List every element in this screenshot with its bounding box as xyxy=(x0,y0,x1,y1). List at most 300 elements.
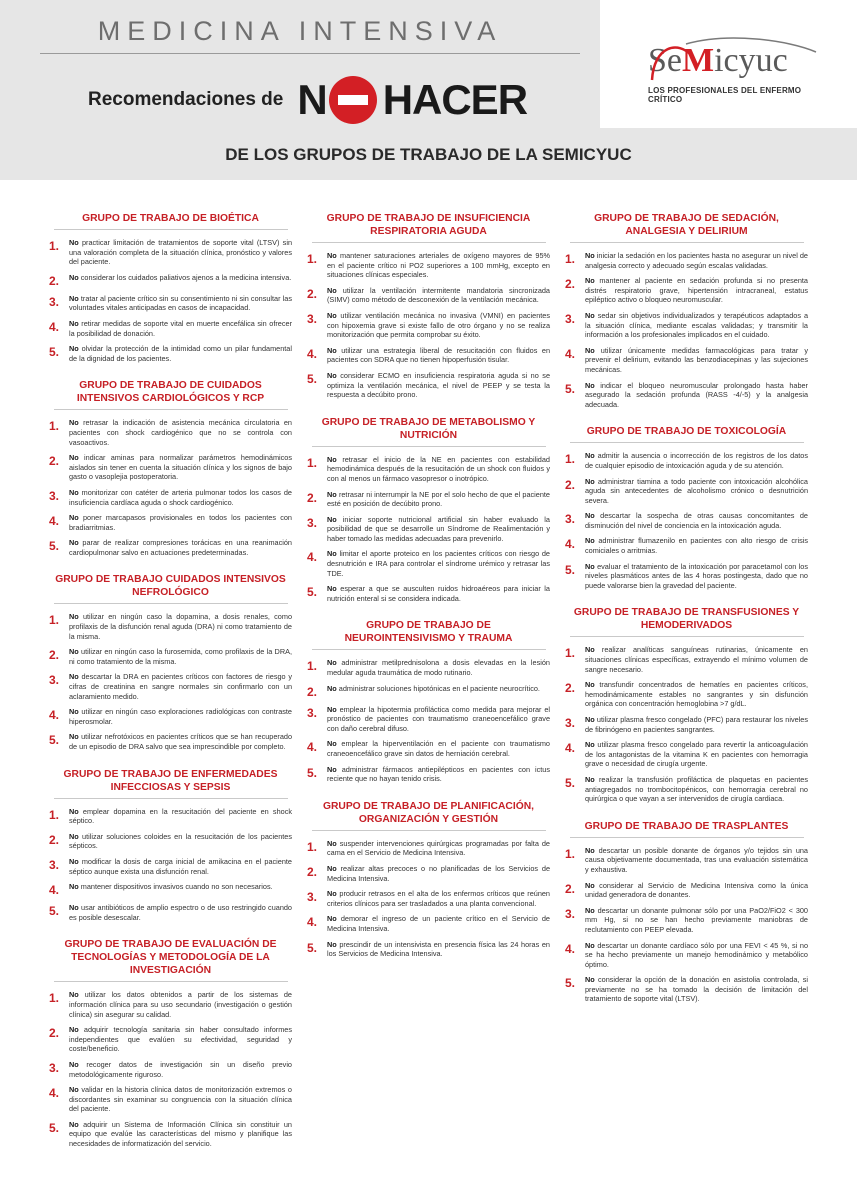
item-body: emplear la hipotermia profiláctica como medida para mejorar el pronóstico de pacientes con traumatismo craneoencefálico grave con daño cerebral difuso. xyxy=(327,704,550,733)
item-no-word: No xyxy=(327,914,337,924)
no-letter-n: N xyxy=(297,76,327,123)
item-number: 2. xyxy=(307,490,318,505)
item-number: 5. xyxy=(49,904,60,919)
item-no-word: No xyxy=(69,732,79,742)
item-text xyxy=(585,775,808,804)
item-no-word: No xyxy=(327,863,337,873)
item-body: esperar a que se ausculten ruidos hidroaéreos para iniciar la nutrición enteral si se considera indicada. xyxy=(327,584,550,603)
item-no-word: No xyxy=(585,645,595,655)
item-number: 1. xyxy=(49,419,60,434)
item-no-word: No xyxy=(69,831,79,841)
item-number: 2. xyxy=(49,648,60,663)
title-rule xyxy=(570,636,804,637)
item-body: modificar la dosis de carga inicial de amikacina en el paciente séptico aunque exista una disfunción renal. xyxy=(69,856,292,876)
item-body: retrasar la indicación de asistencia mecánica circulatoria en pacientes con shock cardiogénico que no se controla con vasoactivos. xyxy=(69,418,292,447)
column-middle xyxy=(307,212,550,975)
item-text xyxy=(69,732,292,751)
recommendation-item xyxy=(565,775,808,804)
recommendation-item xyxy=(565,846,808,875)
item-no-word: No xyxy=(585,536,595,546)
item-no-word: No xyxy=(585,774,595,784)
recommendation-item xyxy=(565,477,808,506)
item-number: 1. xyxy=(565,846,576,861)
item-no-word: No xyxy=(69,293,79,303)
item-number: 3. xyxy=(49,673,60,688)
item-no-word: No xyxy=(327,285,337,295)
recommendation-item xyxy=(49,857,292,876)
item-text xyxy=(69,294,292,313)
recommendation-item xyxy=(49,538,292,557)
item-number: 2. xyxy=(565,477,576,492)
title-rule xyxy=(312,649,546,650)
recommendation-item xyxy=(49,1120,292,1149)
item-no-word: No xyxy=(69,487,79,497)
item-number: 4. xyxy=(49,514,60,529)
item-no-word: No xyxy=(69,990,79,1000)
recommendation-item xyxy=(49,647,292,666)
item-number: 1. xyxy=(307,455,318,470)
item-body: utilizar una estrategia liberal de resucitación con fluidos en pacientes con SDRA que no tienen hipoperfusión tisular. xyxy=(327,345,550,365)
item-body: considerar la opción de la donación en asistolia controlada, si previamente no se ha tomado la decisión de limitación del tratamiento de soporte vital (LTSV). xyxy=(585,975,808,1004)
recommendation-item xyxy=(307,739,550,758)
item-number: 3. xyxy=(307,890,318,905)
item-no-word: No xyxy=(327,683,337,693)
item-text xyxy=(69,513,292,532)
item-no-word: No xyxy=(585,276,595,286)
item-body: utilizar en ningún caso exploraciones radiológicas con contraste hiperosmolar. xyxy=(69,707,292,726)
working-group xyxy=(307,416,550,604)
item-no-word: No xyxy=(69,672,79,682)
recommendation-item xyxy=(307,839,550,858)
item-text xyxy=(327,739,550,758)
item-no-word: No xyxy=(327,889,337,899)
item-body: monitorizar con catéter de arteria pulmonar todos los casos de insuficiencia cardíaca aguda o shock cardiogénico. xyxy=(69,487,292,507)
item-body: adquirir un Sistema de Información Clínica sin constituir un equipo que evalúe las características del mismo y planifique las necesidades de informatización del servicio. xyxy=(69,1119,292,1149)
item-body: demorar el ingreso de un paciente crítico en el Servicio de Medicina Intensiva. xyxy=(327,914,550,933)
item-text xyxy=(69,319,292,338)
item-text xyxy=(69,647,292,666)
title-rule xyxy=(312,446,546,447)
item-text xyxy=(69,807,292,826)
item-text xyxy=(585,451,808,470)
item-number: 2. xyxy=(565,277,576,292)
item-text xyxy=(585,346,808,375)
item-number: 2. xyxy=(565,881,576,896)
item-text xyxy=(327,765,550,784)
item-body: utilizar plasma fresco congelado para revertir la anticoagulación de los antagonistas de la vitamina K en pacientes con hemorragia grave o necesidad de cirugía urgente. xyxy=(585,740,808,769)
item-text xyxy=(69,832,292,851)
item-text xyxy=(327,584,550,603)
hacer-word: HACER xyxy=(382,76,528,123)
working-group xyxy=(565,820,808,1004)
item-body: poner marcapasos provisionales en todos los pacientes con bradiarritmias. xyxy=(69,513,292,532)
recommendation-item xyxy=(49,612,292,641)
recommendation-item xyxy=(565,346,808,375)
item-no-word: No xyxy=(585,880,595,890)
item-no-word: No xyxy=(585,451,595,461)
group-title: GRUPO DE TRABAJO DE TRANSFUSIONES Y HEMODERIVADOS xyxy=(573,607,800,632)
item-body: usar antibióticos de amplio espectro o de uso restringido cuando es posible desescalar. xyxy=(69,903,292,922)
recommendation-item xyxy=(565,251,808,270)
item-body: emplear dopamina en la resucitación del paciente en shock séptico. xyxy=(69,806,292,826)
item-text xyxy=(69,453,292,482)
item-number: 1. xyxy=(565,646,576,661)
item-body: evaluar el tratamiento de la intoxicación por paracetamol con los niveles plasmáticos antes de las 4 horas postingesta, dado que no puede valorarse bien la gravedad del paciente. xyxy=(585,561,808,590)
item-no-word: No xyxy=(69,707,79,717)
item-number: 1. xyxy=(565,252,576,266)
item-number: 5. xyxy=(565,775,576,790)
item-number: 3. xyxy=(565,716,576,730)
item-number: 5. xyxy=(565,381,576,396)
working-group xyxy=(565,425,808,590)
group-title: GRUPO DE TRABAJO DE CUIDADOS INTENSIVOS CARDIOLÓGICOS Y RCP xyxy=(76,380,265,405)
item-number: 2. xyxy=(307,684,318,699)
item-text xyxy=(585,536,808,555)
item-no-word: No xyxy=(327,310,337,320)
item-number: 3. xyxy=(49,294,60,309)
item-number: 4. xyxy=(565,741,576,756)
recommendation-item xyxy=(307,584,550,603)
item-text xyxy=(69,538,292,557)
item-text xyxy=(585,511,808,530)
item-number: 3. xyxy=(307,515,318,530)
item-text xyxy=(585,680,808,709)
item-no-word: No xyxy=(585,476,595,486)
item-no-word: No xyxy=(69,418,79,428)
item-text xyxy=(69,1085,292,1114)
item-no-word: No xyxy=(327,704,337,714)
recommendation-item xyxy=(565,511,808,530)
group-title: GRUPO DE TRABAJO DE PLANIFICACIÓN, ORGANIZACIÓN Y GESTIÓN xyxy=(322,800,535,825)
item-body: iniciar la sedación en los pacientes hasta no asegurar un nivel de analgesia correcto y adecuado según escalas validadas. xyxy=(585,251,808,270)
item-text xyxy=(327,490,550,509)
item-number: 1. xyxy=(565,452,576,467)
semicyuc-logo xyxy=(648,36,818,106)
recommendation-item xyxy=(565,881,808,900)
item-body: transfundir concentrados de hematíes en pacientes críticos, hemodinámicamente estables no sangrantes y sin disfunción orgánica con concentración hemoglobina >7 g/dL. xyxy=(585,680,808,709)
item-text xyxy=(69,612,292,641)
item-number: 4. xyxy=(49,708,60,723)
item-text xyxy=(69,488,292,507)
item-text xyxy=(585,477,808,506)
item-text xyxy=(585,311,808,340)
title-rule xyxy=(54,409,288,410)
item-body: administrar fármacos antiepilépticos en pacientes con ictus reciente que no hayan tenido crisis. xyxy=(327,764,550,784)
item-text xyxy=(585,276,808,305)
item-body: utilizar la ventilación intermitente mandatoria sincronizada (SIMV) como método de desconexión de la ventilación mecánica. xyxy=(327,285,550,305)
item-body: practicar limitación de tratamientos de soporte vital (LTSV) sin una valoración completa de la situación clínica, pronóstico y valores del paciente. xyxy=(69,238,292,267)
item-number: 2. xyxy=(565,681,576,696)
item-no-word: No xyxy=(585,845,595,855)
logo-word-m: M xyxy=(682,42,715,79)
item-text xyxy=(69,882,292,892)
top-title: MEDICINA INTENSIVA xyxy=(97,16,503,46)
recommendations-heading xyxy=(88,78,527,122)
item-no-word: No xyxy=(69,1119,79,1129)
item-no-word: No xyxy=(585,905,595,915)
item-number: 2. xyxy=(307,286,318,301)
item-text xyxy=(327,549,550,578)
item-number: 2. xyxy=(49,1026,60,1041)
item-no-word: No xyxy=(327,514,337,524)
item-number: 1. xyxy=(49,613,60,628)
item-text xyxy=(585,881,808,900)
group-title: GRUPO DE TRABAJO DE INSUFICIENCIA RESPIRATORIA AGUDA xyxy=(326,213,531,237)
item-no-word: No xyxy=(327,454,337,464)
item-text xyxy=(585,740,808,769)
item-text xyxy=(69,1025,292,1054)
recommendation-item xyxy=(565,451,808,470)
group-title: GRUPO DE TRABAJO DE METABOLISMO Y NUTRICIÓN xyxy=(321,416,536,441)
recommendation-item xyxy=(565,680,808,709)
item-body: admitir la ausencia o incorrección de los registros de los datos de cualquier episodio de intoxicación aguda y de su atención. xyxy=(585,451,808,470)
recommendation-item xyxy=(565,645,808,674)
logo-word-b: icyuc xyxy=(714,42,788,79)
item-text xyxy=(585,846,808,875)
item-body: prescindir de un intensivista en presencia física las 24 horas en los Servicios de Medicina Intensiva. xyxy=(327,939,550,959)
item-body: olvidar la protección de la intimidad como un pilar fundamental de la dignidad de los pacientes. xyxy=(69,344,292,363)
recommendation-item xyxy=(49,1060,292,1079)
item-text xyxy=(69,672,292,701)
item-body: considerar los cuidados paliativos ajenos a la medicina intensiva. xyxy=(78,272,292,282)
item-no-word: No xyxy=(69,318,79,328)
item-no-word: No xyxy=(69,612,79,622)
item-body: utilizar plasma fresco congelado (PFC) para restaurar los niveles de fibrinógeno en pacientes sangrantes. xyxy=(585,715,808,734)
item-body: producir retrasos en el alta de los enfermos críticos que reúnen criterios clínicos para ser trasladados a una planta convencional. xyxy=(327,889,550,908)
item-body: considerar al Servicio de Medicina Intensiva como la única unidad generadora de donantes. xyxy=(585,880,808,900)
item-body: mantener saturaciones arteriales de oxígeno mayores de 95% en el paciente crítico ni PO2 superiores a 100 mmHg, excepto en situaciones clínicas especiales. xyxy=(327,251,550,280)
item-no-word: No xyxy=(585,511,595,521)
item-no-word: No xyxy=(585,345,595,355)
item-number: 3. xyxy=(307,311,318,326)
item-text xyxy=(327,346,550,365)
recommendation-item xyxy=(565,562,808,591)
recommendation-item xyxy=(49,1085,292,1114)
item-body: considerar ECMO en insuficiencia respiratoria aguda si no se optimiza la ventilación mecánica, el nivel de PEEP y se testa la respuesta a decúbito prono. xyxy=(327,370,550,400)
item-body: realizar la transfusión profiláctica de plaquetas en pacientes antiagregados no trombocitopénicos, con hemorragia cerebral no quirúrgica o que vayan a ser intervenidos de cirugía cardiaca. xyxy=(585,774,808,804)
stop-sign-icon xyxy=(329,76,377,124)
item-number: 2. xyxy=(49,273,60,288)
item-body: descartar un posible donante de órganos y/o tejidos sin una causa objetivamente documentada, tras una evaluación sistemática y exhaustiva. xyxy=(585,845,808,874)
item-body: administrar metilprednisolona a dosis elevadas en la lesión medular aguda traumática de modo rutinario. xyxy=(327,658,550,678)
item-text xyxy=(327,311,550,340)
item-text xyxy=(585,562,808,591)
logo-word-a: Se xyxy=(648,42,682,79)
item-body: iniciar soporte nutricional artificial sin haber evaluado la posibilidad de que se desarrolle un Síndrome de Realimentación y haber tomado las medidas adecuadas para prevenirlo. xyxy=(327,514,550,543)
item-number: 4. xyxy=(49,1086,60,1101)
item-number: 3. xyxy=(307,705,318,720)
item-number: 1. xyxy=(49,991,60,1006)
item-body: mantener al paciente en sedación profunda si no presenta distrés respiratorio grave, hipertensión intracraneal, estatus epiléptico activo o bloqueo neuromuscular. xyxy=(585,276,808,305)
item-number: 4. xyxy=(307,740,318,755)
recommendation-item xyxy=(49,453,292,482)
group-title: GRUPO DE TRABAJO CUIDADOS INTENSIVOS NEFROLÓGICO xyxy=(55,574,286,599)
item-body: limitar el aporte proteico en los pacientes críticos con riesgo de desnutrición e IRA para controlar el síndrome urémico y retrasar las TDE. xyxy=(327,549,550,578)
recommendation-item xyxy=(49,294,292,313)
recommendation-item xyxy=(49,882,292,897)
item-number: 3. xyxy=(49,488,60,503)
item-body: realizar analíticas sanguíneas rutinarias, únicamente en situaciones clínicas específicas, extrayendo el mínimo volumen de sangre necesario. xyxy=(585,645,808,674)
recommendation-item xyxy=(49,672,292,701)
item-text xyxy=(69,990,292,1019)
item-body: descartar la DRA en pacientes críticos con factores de riesgo y cifras de creatinina en sangre normales sin confirmarlo con un aclaramiento medido. xyxy=(69,672,292,701)
recommendation-item xyxy=(49,344,292,363)
recommendation-item xyxy=(307,765,550,784)
recommendation-item xyxy=(49,707,292,726)
item-number: 5. xyxy=(49,539,60,554)
title-rule xyxy=(570,242,804,243)
item-text xyxy=(69,344,292,363)
recommendation-item xyxy=(307,864,550,883)
item-no-word: No xyxy=(327,764,337,774)
item-body: validar en la historia clínica datos de monitorización extremos o discordantes sin examinar su congruencia con la situación clínica del paciente. xyxy=(69,1085,292,1114)
item-text xyxy=(327,515,550,544)
item-text xyxy=(327,371,550,400)
recommendation-item xyxy=(307,286,550,305)
item-number: 4. xyxy=(565,346,576,361)
item-number: 1. xyxy=(49,807,60,822)
item-text xyxy=(327,286,550,305)
group-title: GRUPO DE TRABAJO DE TOXICOLOGÍA xyxy=(586,426,787,438)
item-body: indicar el bloqueo neuromuscular prolongado hasta haber asegurado la sedación profunda (RASS -4/-5) y la analgesia adecuada. xyxy=(585,380,808,409)
item-no-word: No xyxy=(69,1085,79,1095)
item-text xyxy=(585,941,808,970)
recommendation-item xyxy=(565,975,808,1004)
item-no-word: No xyxy=(585,740,595,750)
recommendation-item xyxy=(307,705,550,734)
item-body: utilizar soluciones coloides en la resucitación de los pacientes sépticos. xyxy=(69,831,292,851)
item-body: indicar aminas para normalizar parámetros hemodinámicos aislados sin tener en cuenta la situación clínica y los signos de bajo gasto o vasoplejia postoperatoria. xyxy=(69,453,292,482)
recommendation-item xyxy=(49,488,292,507)
item-number: 1. xyxy=(307,252,318,266)
item-no-word: No xyxy=(69,238,79,247)
recommendation-item xyxy=(307,490,550,509)
item-text xyxy=(69,273,292,283)
item-body: utilizar en ningún caso la furosemida, como profilaxis de la DRA, ni como tratamiento de la misma. xyxy=(69,647,292,666)
item-number: 4. xyxy=(307,346,318,361)
item-text xyxy=(327,455,550,484)
group-title: GRUPO DE TRABAJO DE SEDACIÓN, ANALGESIA Y DELIRIUM xyxy=(594,213,779,237)
item-body: sedar sin objetivos individualizados y terapéuticos adaptados a la situación clínica, mediante escalas validadas; y transmitir la información a los profesionales implicados en el cuidado. xyxy=(585,310,808,340)
item-number: 3. xyxy=(565,311,576,326)
item-no-word: No xyxy=(327,658,337,668)
item-body: adquirir tecnología sanitaria sin haber consultado informes independientes que evalúen su efectividad, seguridad y coste/beneficio. xyxy=(69,1025,292,1054)
column-left xyxy=(49,212,292,1165)
recommendation-item xyxy=(565,381,808,410)
item-text xyxy=(585,381,808,410)
item-number: 3. xyxy=(565,512,576,527)
subtitle: DE LOS GRUPOS DE TRABAJO DE LA SEMICYUC xyxy=(225,145,632,164)
item-no-word: No xyxy=(585,715,595,724)
recommendation-item xyxy=(307,346,550,365)
item-number: 2. xyxy=(307,864,318,879)
item-text xyxy=(327,940,550,959)
recommendation-item xyxy=(307,311,550,340)
recommendation-item xyxy=(49,273,292,288)
item-number: 4. xyxy=(565,941,576,956)
title-rule xyxy=(54,603,288,604)
item-number: 5. xyxy=(49,345,60,360)
recommendation-item xyxy=(307,889,550,908)
recommendation-item xyxy=(49,990,292,1019)
item-no-word: No xyxy=(69,856,79,866)
item-text xyxy=(69,1060,292,1079)
group-title: GRUPO DE TRABAJO DE NEUROINTENSIVISMO Y TRAUMA xyxy=(344,620,513,645)
item-text xyxy=(327,684,550,694)
item-no-word: No xyxy=(327,251,337,260)
item-body: retrasar el inicio de la NE en pacientes con estabilidad hemodinámica después de la resucitación de un shock con fluidos y con al menos un fármaco vasopresor o inotrópico. xyxy=(327,454,550,483)
title-rule xyxy=(54,981,288,982)
working-group xyxy=(49,212,292,363)
item-text xyxy=(69,238,292,267)
recommendation-item xyxy=(565,740,808,769)
working-group xyxy=(49,938,292,1148)
recommendation-item xyxy=(565,906,808,935)
item-body: retirar medidas de soporte vital en muerte encefálica sin ofrecer la posibilidad de donación. xyxy=(69,318,292,338)
item-body: tratar al paciente crítico sin su consentimiento ni sin consultar las voluntades vitales anticipadas en casos de incapacidad. xyxy=(69,293,292,313)
item-number: 5. xyxy=(307,585,318,600)
recommendation-item xyxy=(307,455,550,484)
recommendation-item xyxy=(307,684,550,699)
recommendation-item xyxy=(307,515,550,544)
item-body: utilizar en ningún caso la dopamina, a dosis renales, como profilaxis de la disfunción renal aguda (DRA) ni como tratamiento de la misma. xyxy=(69,612,292,641)
item-no-word: No xyxy=(69,882,79,892)
item-no-word: No xyxy=(69,344,79,354)
item-number: 4. xyxy=(565,537,576,552)
item-number: 5. xyxy=(49,733,60,748)
recommendation-item xyxy=(307,914,550,933)
item-number: 3. xyxy=(565,906,576,921)
item-no-word: No xyxy=(585,310,595,320)
item-number: 5. xyxy=(307,765,318,780)
item-text xyxy=(69,418,292,447)
recommendation-item xyxy=(307,940,550,959)
item-body: utilizar ventilación mecánica no invasiva (VMNI) en pacientes con hipoxemia grave si existe fallo de otro órgano y no se realiza monitorización que permita comprobar su éxito. xyxy=(327,310,550,340)
item-text xyxy=(69,857,292,876)
item-no-word: No xyxy=(327,345,337,355)
item-body: suspender intervenciones quirúrgicas programadas por falta de cama en el Servicio de Medicina Intensiva. xyxy=(327,838,550,858)
item-body: realizar altas precoces o no planificadas de los Servicios de Medicina Intensiva. xyxy=(327,863,550,883)
working-group xyxy=(307,619,550,783)
item-number: 1. xyxy=(307,839,318,854)
item-text xyxy=(585,251,808,270)
item-no-word: No xyxy=(69,1025,79,1035)
item-no-word: No xyxy=(585,680,595,690)
item-no-word: No xyxy=(585,561,595,571)
recommendation-item xyxy=(307,658,550,677)
item-text xyxy=(327,705,550,734)
item-body: utilizar nefrotóxicos en pacientes críticos que se han recuperado de un episodio de DRA salvo que sea imprescindible por completo. xyxy=(69,732,292,751)
working-group xyxy=(565,212,808,409)
recommendation-item xyxy=(565,276,808,305)
working-group xyxy=(307,212,550,400)
item-text xyxy=(69,707,292,726)
recommendation-item xyxy=(565,311,808,340)
item-number: 1. xyxy=(307,659,318,674)
item-number: 2. xyxy=(49,832,60,847)
item-no-word: No xyxy=(327,489,337,499)
item-text xyxy=(69,1120,292,1149)
recommendation-item xyxy=(565,715,808,734)
item-number: 1. xyxy=(49,239,60,253)
item-number: 5. xyxy=(307,371,318,386)
item-text xyxy=(585,715,808,734)
item-no-word: No xyxy=(69,272,79,282)
item-body: emplear la hiperventilación en el paciente con traumatismo craneoencefálico grave sin datos de herniación cerebral. xyxy=(327,739,550,758)
title-rule xyxy=(312,242,546,243)
working-group xyxy=(49,379,292,557)
item-text xyxy=(327,658,550,677)
